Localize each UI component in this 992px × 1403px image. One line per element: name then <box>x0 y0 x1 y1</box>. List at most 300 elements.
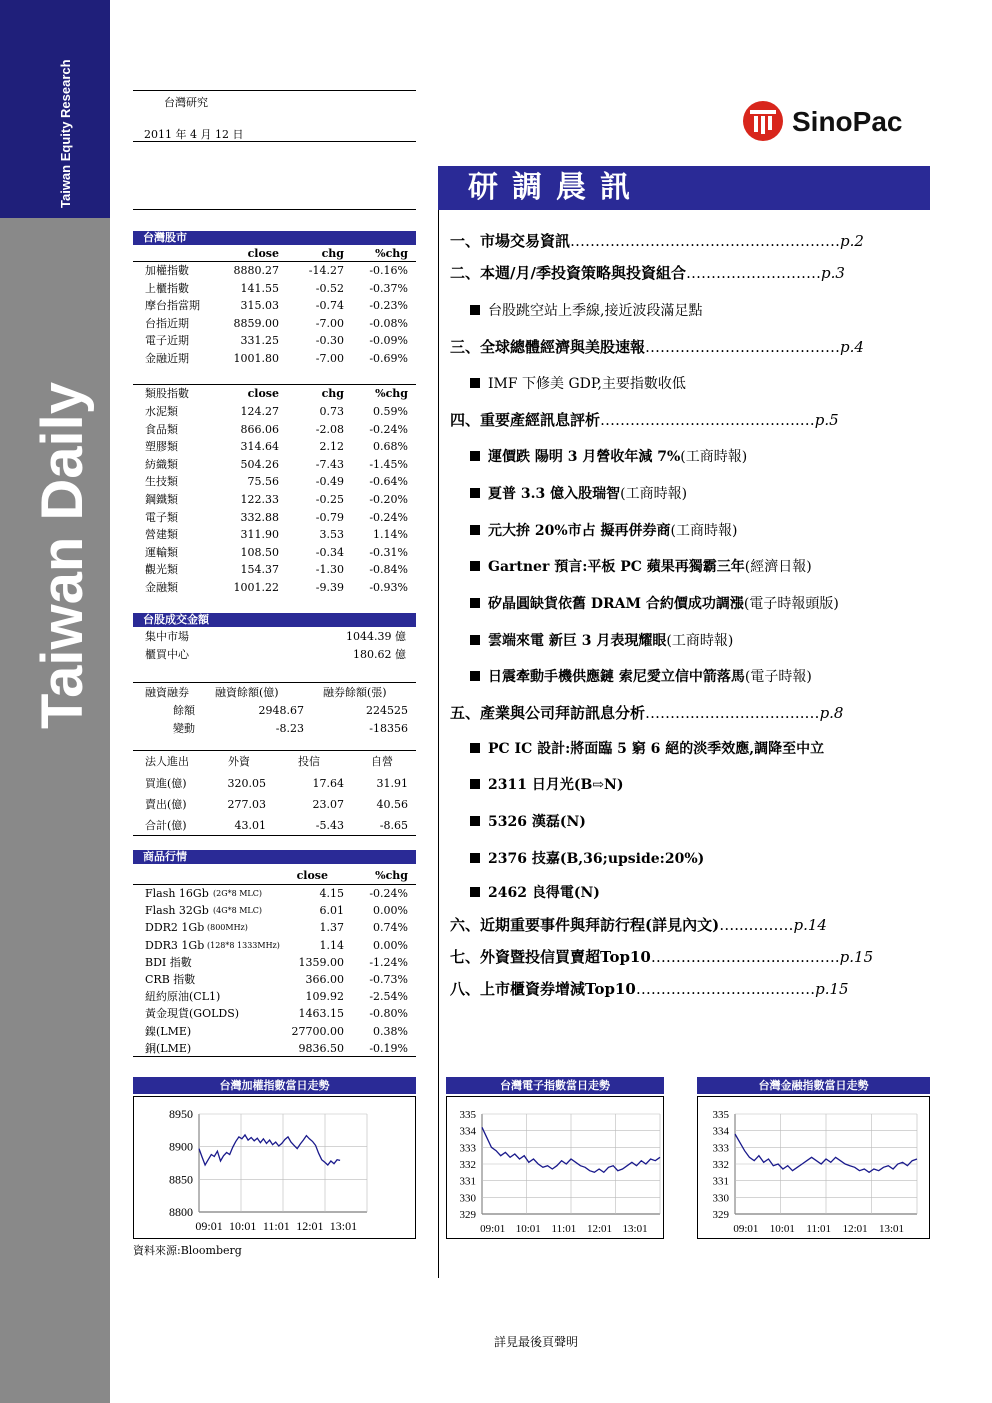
page-title: 研調晨訊 <box>438 166 930 210</box>
y-tick-label: 8800 <box>169 1205 193 1219</box>
table-row <box>133 628 416 646</box>
table-cell: 314.64 <box>240 440 279 454</box>
table-cell: 1.14 <box>319 938 344 952</box>
institutional-table <box>133 750 416 836</box>
table-cell: 8859.00 <box>233 316 279 330</box>
table-cell: 2.12 <box>319 440 344 454</box>
table-cell: 鎳(LME) <box>145 1024 192 1038</box>
table-cell: -0.49 <box>315 475 344 489</box>
table-cell: 43.01 <box>234 819 266 832</box>
table-cell: -7.00 <box>315 351 344 365</box>
y-tick-label: 8850 <box>169 1172 193 1187</box>
bullet-item <box>470 373 686 393</box>
table-row <box>133 702 416 720</box>
x-tick-label: 11:01 <box>551 1223 577 1235</box>
table-row <box>133 1005 416 1022</box>
table-row <box>133 937 416 954</box>
col-margin: 融資融券 <box>145 686 189 699</box>
bullet-source: (電子時報) <box>744 669 812 685</box>
square-bullet-icon <box>470 561 480 571</box>
table-cell: 1001.22 <box>233 580 279 594</box>
bullet-headline: PC IC 設計:將面臨 5 窮 6 絕的淡季效應,調降至中立 <box>488 741 825 757</box>
sector-table <box>133 384 416 597</box>
table-cell: -7.43 <box>315 457 344 471</box>
table-row <box>133 815 416 836</box>
toc-page: p.3 <box>820 264 845 282</box>
table-row <box>133 473 416 491</box>
square-bullet-icon <box>470 598 480 608</box>
x-tick-label: 12:01 <box>842 1223 868 1235</box>
table-row <box>133 509 416 527</box>
table-cell: 23.07 <box>312 798 344 811</box>
bullet-headline: 日震牽動手機供應鏈 索尼愛立信中箭落馬 <box>488 669 745 685</box>
table-header <box>133 866 416 885</box>
table-cell: -0.31% <box>369 545 408 559</box>
bullet-item <box>470 882 600 902</box>
col-close: close <box>296 869 328 882</box>
taiwan-market-title: 台灣股市 <box>133 231 416 245</box>
table-cell: 866.06 <box>240 422 279 436</box>
table-cell: 311.90 <box>240 528 279 542</box>
square-bullet-icon <box>470 816 480 826</box>
square-bullet-icon <box>470 378 480 388</box>
taiwan-market-table <box>133 245 416 368</box>
y-tick-label: 334 <box>712 1125 729 1138</box>
table-row <box>133 332 416 350</box>
table-cell: -0.73% <box>369 972 408 986</box>
margin-table <box>133 682 416 737</box>
toc-item[interactable] <box>450 230 930 251</box>
bullet-headline: 運價跌 陽明 3 月營收年減 7% <box>488 449 681 465</box>
table-cell: 電子近期 <box>145 334 189 348</box>
table-cell: 122.33 <box>240 492 279 506</box>
table-cell: DDR2 1Gb <box>145 921 205 935</box>
bullet-text: IMF 下修美 GDP,主要指數收低 <box>488 376 686 392</box>
y-tick-label: 8900 <box>169 1139 193 1154</box>
table-cell: -0.80% <box>369 1007 408 1021</box>
table-cell: 0.73 <box>319 405 344 418</box>
table-cell: 3.53 <box>319 528 344 542</box>
data-source: 資料來源:Bloomberg <box>133 1244 242 1257</box>
table-cell: 2948.67 <box>258 704 304 717</box>
column-divider <box>438 210 439 1278</box>
x-tick-label: 12:01 <box>296 1219 324 1233</box>
table-cell: 台指近期 <box>145 316 189 330</box>
square-bullet-icon <box>470 451 480 461</box>
y-tick-label: 331 <box>712 1175 729 1188</box>
bullet-headline: 夏普 3.3 億入股瑞智 <box>488 486 621 502</box>
table-cell: 75.56 <box>247 475 279 489</box>
header-rule <box>133 209 416 210</box>
table-cell: 紡織類 <box>145 457 178 471</box>
bullet-headline: 2462 良得電(N) <box>488 885 600 901</box>
square-bullet-icon <box>470 853 480 863</box>
table-cell: 變動 <box>173 721 195 735</box>
table-cell: BDI 指數 <box>145 955 192 969</box>
table-cell: 141.55 <box>240 281 279 295</box>
table-cell: -1.24% <box>369 955 408 969</box>
toc-item[interactable] <box>450 946 930 967</box>
table-cell: 124.27 <box>240 405 279 418</box>
toc-item[interactable] <box>450 409 930 430</box>
table-row <box>133 526 416 544</box>
table-cell: -0.24% <box>369 510 408 524</box>
x-tick-label: 10:01 <box>229 1219 257 1233</box>
table-row <box>133 421 416 439</box>
table-cell: 277.03 <box>227 798 266 811</box>
bullet-item <box>470 483 687 503</box>
table-cell: 生技類 <box>145 475 178 489</box>
table-cell: -0.23% <box>369 299 408 313</box>
y-tick-label: 329 <box>459 1209 476 1221</box>
bullet-headline: 2311 日月光(B⇨N) <box>488 777 624 793</box>
table-cell: 1.14% <box>373 528 408 542</box>
table-cell: 紐約原油(CL1) <box>145 990 221 1004</box>
toc-label: 七、外資暨投信買賣超Top10 <box>450 948 651 966</box>
table-cell: -0.25 <box>315 492 344 506</box>
x-tick-label: 13:01 <box>329 1219 358 1233</box>
table-cell: 塑膠類 <box>145 440 178 454</box>
table-cell: -8.65 <box>379 819 408 832</box>
toc-label: 八、上市櫃資券增減Top10 <box>450 980 636 998</box>
y-tick-label: 331 <box>459 1175 476 1188</box>
table-cell: 108.50 <box>240 545 279 559</box>
taiex-chart <box>133 1096 416 1239</box>
toc-page: p.15 <box>815 980 849 998</box>
table-cell: 320.05 <box>227 777 266 790</box>
table-cell: 運輸類 <box>145 545 178 559</box>
table-cell: 摩台指當期 <box>145 299 200 313</box>
table-cell: -2.08 <box>315 422 344 436</box>
series-line <box>199 1135 340 1165</box>
table-cell: -9.39 <box>315 580 344 594</box>
col-pct: %chg <box>375 247 408 260</box>
table-cell: -0.84% <box>369 563 408 577</box>
toc-label: 五、產業與公司拜訪訊息分析 <box>450 704 646 722</box>
turnover-table <box>133 628 416 663</box>
table-cell: 金融近期 <box>145 351 189 365</box>
table-cell: -0.69% <box>369 351 408 365</box>
table-cell: 1044.39 億 <box>346 630 406 643</box>
toc-dots: ………………………………….… <box>600 411 815 429</box>
table-cell: 觀光類 <box>145 563 178 577</box>
table-cell: Flash 16Gb <box>145 887 209 900</box>
toc-label: 四、重要產經訊息評析 <box>450 411 601 429</box>
y-tick-label: 335 <box>459 1109 476 1121</box>
table-cell: -0.79 <box>315 510 344 524</box>
toc-dots: …...……… <box>719 916 794 934</box>
toc-page: p.8 <box>819 704 844 722</box>
y-tick-label: 333 <box>459 1142 476 1155</box>
bullet-headline: 5326 漢磊(N) <box>488 814 586 830</box>
square-bullet-icon <box>470 779 480 789</box>
table-row <box>133 315 416 333</box>
table-row <box>133 561 416 579</box>
table-cell-note: (2G*8 MLC) <box>213 889 262 898</box>
table-cell: -1.45% <box>369 457 408 471</box>
table-cell: 餘額 <box>173 704 195 717</box>
x-tick-label: 09:01 <box>733 1223 759 1235</box>
square-bullet-icon <box>470 305 480 315</box>
table-row <box>133 971 416 988</box>
toc-item[interactable] <box>450 978 930 999</box>
col-close: close <box>247 387 279 400</box>
col-short-balance: 融券餘額(張) <box>323 686 387 699</box>
table-cell: 0.68% <box>373 440 408 454</box>
bullet-item <box>470 630 733 650</box>
x-tick-label: 13:01 <box>878 1223 905 1235</box>
table-cell: -0.52 <box>315 281 344 295</box>
toc-label: 一、市場交易資訊 <box>450 232 571 250</box>
table-row <box>133 954 416 971</box>
table-cell: 366.00 <box>305 972 344 986</box>
table-row <box>133 988 416 1005</box>
table-row <box>133 1023 416 1040</box>
col-pct: %chg <box>375 387 408 400</box>
toc-page: p.2 <box>840 232 864 250</box>
x-tick-label: 13:01 <box>622 1223 648 1235</box>
square-bullet-icon <box>470 887 480 897</box>
bullet-source: (工商時報) <box>620 486 688 502</box>
table-cell: -7.00 <box>315 316 344 330</box>
col-sector: 類股指數 <box>145 387 189 400</box>
finance-chart <box>697 1096 930 1239</box>
commodities-title: 商品行情 <box>133 850 416 864</box>
toc-dots: ………………………………… <box>645 338 841 356</box>
table-cell: 180.62 億 <box>353 647 406 661</box>
table-cell: 鋼鐵類 <box>145 492 178 506</box>
table-cell: 40.56 <box>376 798 408 811</box>
table-cell: 1001.80 <box>233 351 279 365</box>
chart-title-taiex: 台灣加權指數當日走勢 <box>133 1077 416 1094</box>
toc-dots: ……….………………….… <box>645 704 820 722</box>
toc-dots: ……………………..…..……. <box>650 948 840 966</box>
table-cell: -0.37% <box>369 281 408 295</box>
table-cell: 504.26 <box>240 457 279 471</box>
sidebar-research-label: Taiwan Equity Research <box>58 59 73 208</box>
table-cell: 17.64 <box>312 777 344 790</box>
x-tick-label: 09:01 <box>195 1219 223 1233</box>
table-cell: 6.01 <box>319 904 344 918</box>
bullet-headline: Gartner 預言:平板 PC 蘋果再獨霸三年 <box>488 559 745 575</box>
table-cell: 0.38% <box>373 1024 408 1038</box>
y-tick-label: 334 <box>459 1125 476 1138</box>
table-row <box>133 773 416 794</box>
table-cell: -0.24% <box>369 887 408 900</box>
table-cell: 食品類 <box>145 422 178 436</box>
table-row <box>133 403 416 421</box>
table-row <box>133 646 416 664</box>
commodities-table <box>133 866 416 1057</box>
table-cell: 0.00% <box>373 904 408 918</box>
x-tick-label: 09:01 <box>480 1223 506 1235</box>
sidebar-header <box>0 0 110 218</box>
toc-item[interactable] <box>450 336 930 357</box>
table-cell: -2.54% <box>369 990 408 1004</box>
bullet-source: (電子時報頭版) <box>743 596 839 612</box>
table-cell-note: (4G*8 MLC) <box>213 906 262 916</box>
toc-page: p.14 <box>793 916 827 934</box>
col-dealer: 自營 <box>371 755 393 768</box>
bullet-item <box>470 774 623 794</box>
toc-item[interactable] <box>450 914 930 935</box>
table-cell: -0.20% <box>369 492 408 506</box>
table-cell: 上櫃指數 <box>145 281 189 295</box>
table-cell: -0.19% <box>369 1041 408 1055</box>
col-chg: chg <box>321 247 344 260</box>
bullet-item <box>470 593 839 613</box>
square-bullet-icon <box>470 743 480 753</box>
table-cell: 加權指數 <box>145 264 189 277</box>
bullet-source: (經濟日報) <box>744 559 812 575</box>
y-tick-label: 330 <box>712 1192 729 1205</box>
toc-item[interactable] <box>450 262 930 283</box>
bullet-headline: 矽晶圓缺貨依舊 DRAM 合約價成功調漲 <box>488 596 744 612</box>
sinopac-logo-icon <box>742 100 784 142</box>
toc-dots: ……………………… <box>685 264 821 282</box>
bullet-item <box>470 300 702 320</box>
bullet-item <box>470 848 704 868</box>
y-tick-label: 332 <box>459 1159 476 1171</box>
toc-label: 二、本週/月/季投資策略與投資組合 <box>450 264 686 282</box>
header-date: 2011 年 4 月 12 日 <box>144 128 244 141</box>
bullet-item <box>470 811 586 831</box>
square-bullet-icon <box>470 488 480 498</box>
table-row <box>133 491 416 509</box>
bullet-source: (工商時報) <box>670 523 738 539</box>
table-cell: -1.30 <box>315 563 344 577</box>
table-header <box>133 385 416 403</box>
table-cell: 0.74% <box>373 921 408 935</box>
table-cell: 9836.50 <box>298 1041 344 1055</box>
table-cell: 集中市場 <box>145 630 189 643</box>
bullet-headline: 雲端來電 新巨 3 月表現耀眼 <box>488 633 667 649</box>
table-cell: 332.88 <box>240 510 279 524</box>
table-cell: 31.91 <box>376 777 408 790</box>
bullet-headline: 2376 技嘉(B,36;upside:20%) <box>488 851 705 867</box>
table-cell: 27700.00 <box>291 1024 344 1038</box>
table-cell: 1359.00 <box>298 955 344 969</box>
bullet-source: (工商時報) <box>666 633 734 649</box>
bullet-source: (工商時報) <box>680 449 748 465</box>
table-cell: 315.03 <box>240 299 279 313</box>
header-rule <box>133 141 416 142</box>
table-cell: -5.43 <box>315 819 344 832</box>
toc-page: p.4 <box>840 338 864 356</box>
table-cell: 331.25 <box>240 334 279 348</box>
table-row <box>133 350 416 368</box>
table-cell: 1463.15 <box>298 1007 344 1021</box>
table-row <box>133 902 416 919</box>
table-cell: -0.64% <box>369 475 408 489</box>
chart-title-finance: 台灣金融指數當日走勢 <box>697 1077 930 1094</box>
table-row <box>133 297 416 315</box>
table-cell: -0.93% <box>369 580 408 594</box>
square-bullet-icon <box>470 525 480 535</box>
toc-page: p.15 <box>839 948 874 966</box>
bullet-item <box>470 666 812 686</box>
table-cell: 224525 <box>366 704 408 717</box>
table-cell: CRB 指數 <box>145 972 196 986</box>
table-cell: 154.37 <box>240 563 279 577</box>
toc-item[interactable] <box>450 702 930 723</box>
bullet-text: 台股跳空站上季線,接近波段滿足點 <box>488 303 703 319</box>
y-tick-label: 329 <box>712 1209 729 1221</box>
x-tick-label: 11:01 <box>806 1223 832 1235</box>
table-cell: 4.15 <box>319 887 344 900</box>
table-cell: 金融類 <box>145 580 178 594</box>
table-cell: 櫃買中心 <box>145 647 189 661</box>
table-cell: -14.27 <box>308 264 344 277</box>
table-row <box>133 456 416 474</box>
turnover-title: 台股成交金額 <box>133 613 416 627</box>
table-cell: 0.59% <box>373 405 408 418</box>
table-cell: Flash 32Gb <box>145 904 209 918</box>
table-header <box>133 751 416 773</box>
table-cell: 0.00% <box>373 938 408 952</box>
header-rule <box>133 90 416 91</box>
y-tick-label: 335 <box>712 1109 729 1121</box>
table-cell: DDR3 1Gb <box>145 938 205 952</box>
table-cell: 8880.27 <box>233 264 279 277</box>
col-chg: chg <box>321 387 344 400</box>
toc-dots: ……………………………………………… <box>570 232 841 250</box>
table-cell: 營建類 <box>145 528 178 542</box>
table-cell-note: (128*8 1333MHz) <box>207 940 280 950</box>
chart-title-electronics: 台灣電子指數當日走勢 <box>446 1077 664 1094</box>
table-cell: -0.08% <box>369 316 408 330</box>
col-margin-balance: 融資餘額(億) <box>215 686 279 699</box>
x-tick-label: 11:01 <box>262 1219 290 1233</box>
x-tick-label: 10:01 <box>515 1223 541 1235</box>
table-row <box>133 579 416 597</box>
bullet-headline: 元大拚 20%市占 擬再併券商 <box>488 523 671 539</box>
bullet-item <box>470 446 747 466</box>
table-row <box>133 885 416 902</box>
y-tick-label: 333 <box>712 1142 729 1155</box>
table-row <box>133 794 416 815</box>
table-cell: 賣出(億) <box>145 798 187 811</box>
table-cell: -0.16% <box>369 264 408 277</box>
table-cell: 買進(億) <box>145 777 187 790</box>
bullet-item <box>470 556 812 576</box>
table-row <box>133 280 416 298</box>
toc-page: p.5 <box>814 411 839 429</box>
col-trust: 投信 <box>298 755 320 768</box>
table-cell: 黃金現貨(GOLDS) <box>145 1007 240 1021</box>
table-row <box>133 544 416 562</box>
y-tick-label: 330 <box>459 1192 476 1205</box>
table-cell: 電子類 <box>145 510 178 524</box>
table-cell: -0.74 <box>315 299 344 313</box>
footer-disclaimer: 詳見最後頁聲明 <box>493 1335 578 1349</box>
x-tick-label: 10:01 <box>769 1223 795 1235</box>
logo-text: SinoPac <box>792 106 903 137</box>
table-cell: 109.92 <box>305 990 344 1004</box>
sidebar-daily-label: Taiwan Daily <box>30 381 95 729</box>
toc-label: 六、近期重要事件與拜訪行程(詳見內文) <box>450 916 720 934</box>
table-row <box>133 720 416 738</box>
table-cell: -0.24% <box>369 422 408 436</box>
table-row <box>133 1040 416 1057</box>
bullet-item <box>470 738 824 758</box>
header-dept: 台灣研究 <box>164 96 208 109</box>
table-cell: -0.30 <box>315 334 344 348</box>
table-cell: 1.37 <box>319 921 344 935</box>
square-bullet-icon <box>470 671 480 681</box>
toc-label: 三、全球總體經濟與美股速報 <box>450 338 646 356</box>
table-header <box>133 245 416 262</box>
